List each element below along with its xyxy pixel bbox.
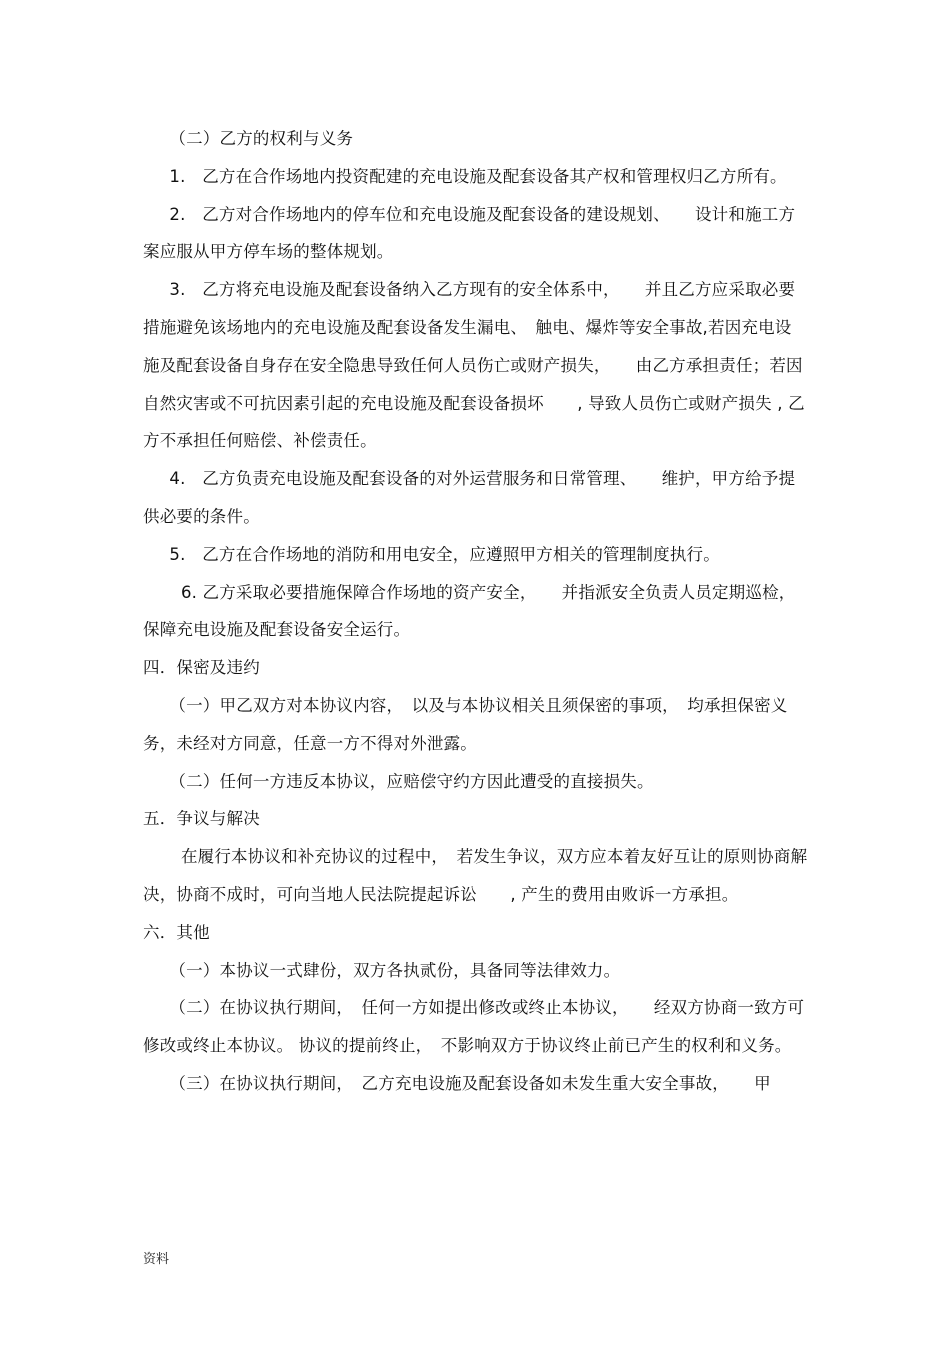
paragraph-dispute: 在履行本协议和补充协议的过程中， 若发生争议，双方应本着友好互让的原则协商解决，协商不成时，可向当地人民法院提起诉讼 , 产生的费用由败诉一方承担。 xyxy=(143,847,808,904)
paragraph-other-3: （三）在协议执行期间， 乙方充电设施及配套设备如未发生重大安全事故， 甲 xyxy=(169,1073,771,1093)
paragraph-confidentiality-1: （一）甲乙双方对本协议内容， 以及与本协议相关且须保密的事项， 均承担保密义务，未经对方同意，任意一方不得对外泄露。 xyxy=(143,695,788,753)
page-footer: 资料 xyxy=(143,1252,170,1267)
paragraph-item-3: 3. 乙方将充电设施及配套设备纳入乙方现有的安全体系中， 并且乙方应采取必要措施避免该场地内的充电设施及配套设备发生漏电、 触电、爆炸等安全事故,若因充电设施及配套设备自身存在安全隐患导致任何人员伤亡或财产损失， 由乙方承担责任；若因自然灾害或不可抗因素引起的充电设施及配套设备损坏 , 导致人员伤亡或财产损失 , 乙方不承担任何赔偿、补偿责任。 xyxy=(143,280,805,451)
paragraph-other-2: （二）在协议执行期间， 任何一方如提出修改或终止本协议， 经双方协商一致方可修改或终止本协议。 协议的提前终止， 不影响双方于协议终止前已产生的权利和义务。 xyxy=(143,998,805,1056)
section-heading-party-b-rights: （二）乙方的权利与义务 xyxy=(169,129,354,148)
section-heading-confidentiality: 四．保密及违约 xyxy=(143,658,260,678)
paragraph-item-5: 5. 乙方在合作场地的消防和用电安全，应遵照甲方相关的管理制度执行。 xyxy=(169,544,720,564)
paragraph-other-1: （一）本协议一式肆份，双方各执贰份，具备同等法律效力。 xyxy=(169,960,621,980)
section-heading-dispute: 五．争议与解决 xyxy=(143,809,260,829)
paragraph-item-4: 4. 乙方负责充电设施及配套设备的对外运营服务和日常管理、 维护，甲方给予提供必要的条件。 xyxy=(143,469,796,526)
section-heading-other: 六．其他 xyxy=(143,922,210,942)
document-body xyxy=(143,120,808,1103)
paragraph-item-2: 2. 乙方对合作场地内的停车位和充电设施及配套设备的建设规划、 设计和施工方案应服从甲方停车场的整体规划。 xyxy=(143,204,796,262)
paragraph-item-1: 1. 乙方在合作场地内投资配建的充电设施及配套设备其产权和管理权归乙方所有。 xyxy=(169,166,787,186)
paragraph-confidentiality-2: （二）任何一方违反本协议，应赔偿守约方因此遭受的直接损失。 xyxy=(169,771,654,791)
paragraph-item-6: 6. 乙方采取必要措施保障合作场地的资产安全， 并指派安全负责人员定期巡检，保障充电设施及配套设备安全运行。 xyxy=(143,582,796,640)
